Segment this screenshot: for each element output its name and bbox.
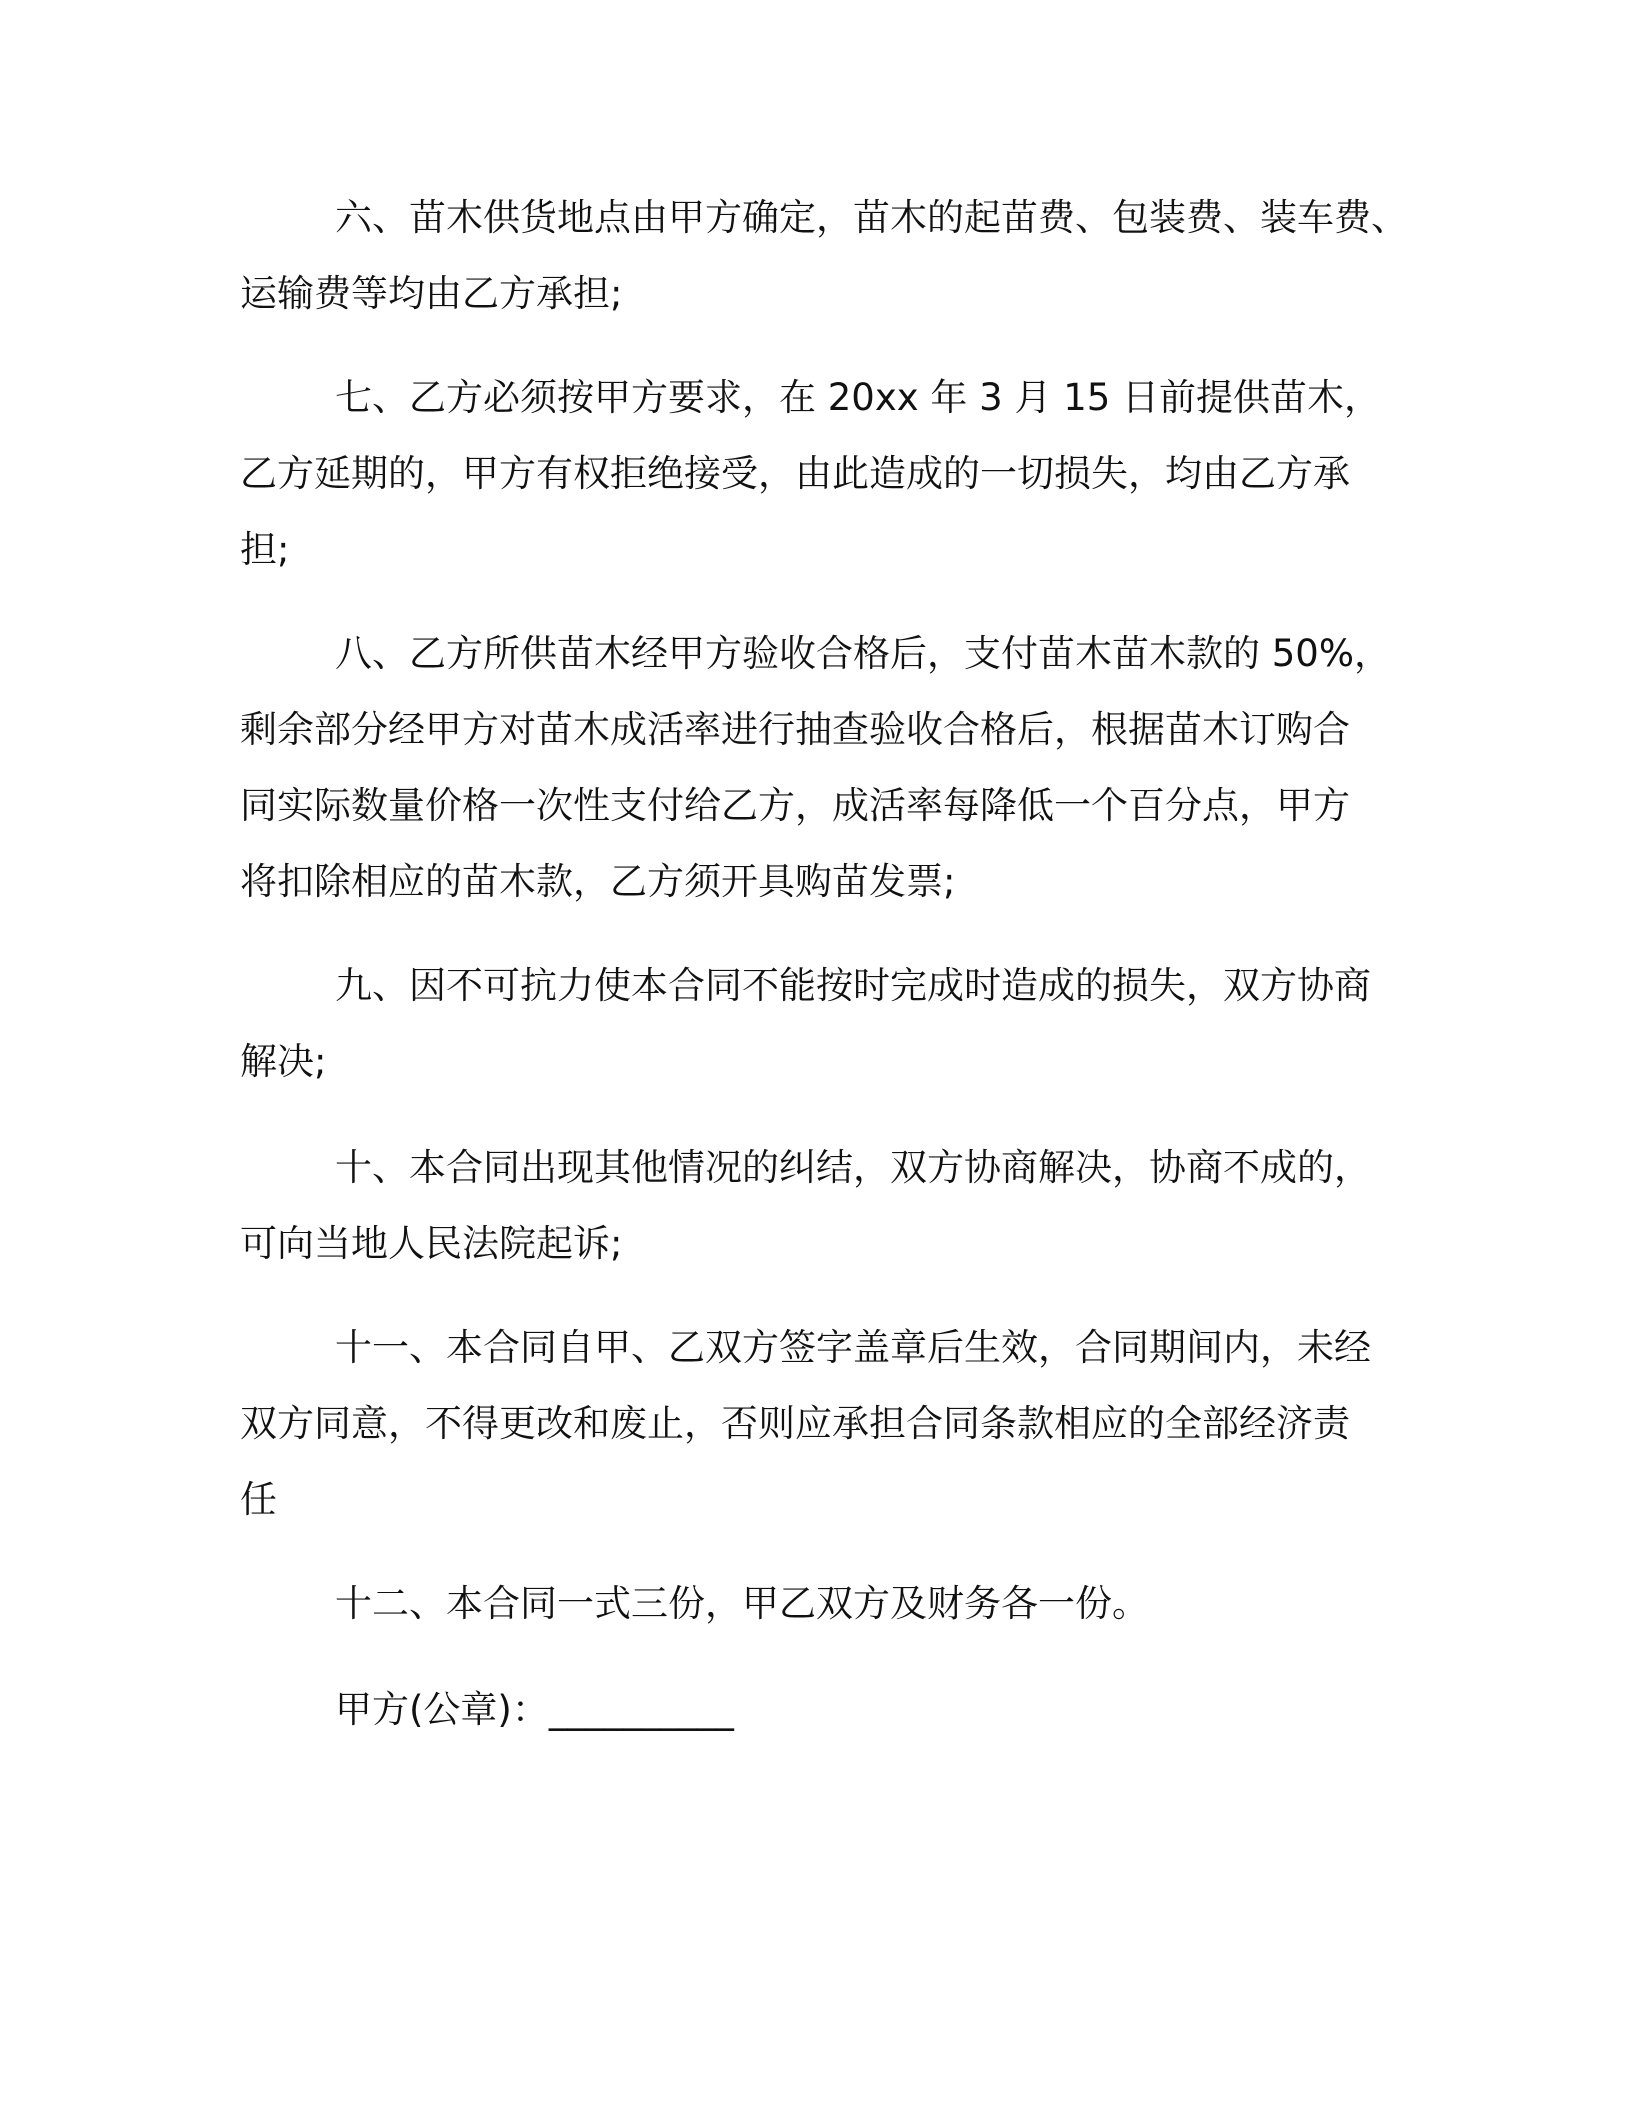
clause-seven-line-3: 担; [240,528,290,571]
clause-eleven-line-1: 十一、本合同自甲、乙双方签字盖章后生效，合同期间内，未经 [335,1326,1371,1369]
clause-eleven-line-3: 任 [240,1478,277,1521]
clause-eight-line-3: 同实际数量价格一次性支付给乙方，成活率每降低一个百分点，甲方 [240,784,1350,827]
clause-eight-line-4: 将扣除相应的苗木款，乙方须开具购苗发票; [240,860,956,903]
clause-six-line-2: 运输费等均由乙方承担; [240,272,623,315]
clause-nine-line-2: 解决; [240,1040,327,1083]
party-a-signature [335,1684,734,1736]
clause-seven-line-2: 乙方延期的，甲方有权拒绝接受，由此造成的一切损失，均由乙方承 [240,452,1350,495]
party-a-signature-label: 甲方(公章)： [335,1688,549,1731]
clause-eight-line-2: 剩余部分经甲方对苗木成活率进行抽查验收合格后，根据苗木订购合 [240,708,1350,751]
clause-ten-line-1: 十、本合同出现其他情况的纠结，双方协商解决，协商不成的， [335,1146,1371,1189]
clause-seven-line-1: 七、乙方必须按甲方要求，在 20xx 年 3 月 15 日前提供苗木， [335,376,1382,419]
clause-eight-line-1: 八、乙方所供苗木经甲方验收合格后，支付苗木苗木款的 50%， [335,632,1391,675]
party-a-signature-blank: __________ [548,1688,734,1731]
clause-eleven-line-2: 双方同意，不得更改和废止，否则应承担合同条款相应的全部经济责 [240,1402,1350,1445]
clause-twelve-line-1: 十二、本合同一式三份，甲乙双方及财务各一份。 [335,1582,1149,1625]
clause-six-line-1: 六、苗木供货地点由甲方确定，苗木的起苗费、包装费、装车费、 [335,196,1408,239]
clause-nine-line-1: 九、因不可抗力使本合同不能按时完成时造成的损失，双方协商 [335,964,1371,1007]
clause-ten-line-2: 可向当地人民法院起诉; [240,1222,623,1265]
